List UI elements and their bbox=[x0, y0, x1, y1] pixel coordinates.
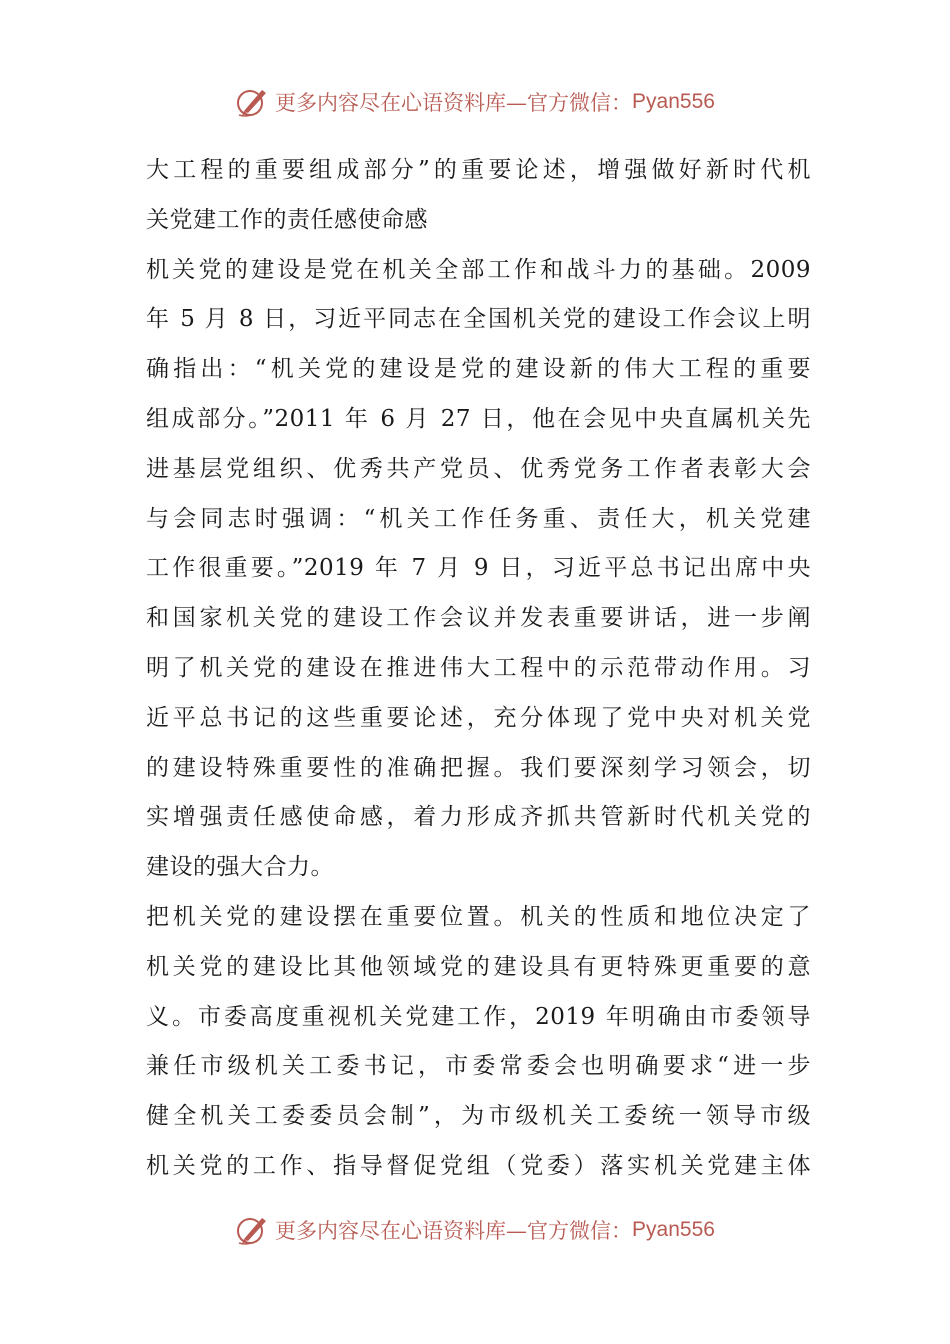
body-line: 明了机关党的建设在推进伟大工程中的示范带动作用。习 bbox=[146, 654, 811, 681]
quill-logo-icon bbox=[235, 84, 271, 120]
body-line: 建设的强大合力。 bbox=[146, 854, 334, 881]
header-banner-wechat: Pyan556 bbox=[632, 90, 715, 113]
document-body bbox=[146, 146, 811, 1192]
body-line: 年 5 月 8 日，习近平同志在全国机关党的建设工作会议上明 bbox=[146, 306, 811, 333]
body-line: 大工程的重要组成部分”的重要论述，增强做好新时代机 bbox=[146, 157, 811, 183]
body-line: 组成部分。”2011 年 6 月 27 日，他在会见中央直属机关先 bbox=[146, 405, 811, 432]
body-line: 兼任市级机关工委书记，市委常委会也明确要求“进一步 bbox=[146, 1053, 811, 1080]
body-line: 近平总书记的这些重要论述，充分体现了党中央对机关党 bbox=[146, 704, 811, 731]
body-line: 机关党的工作、指导督促党组（党委）落实机关党建主体 bbox=[146, 1152, 811, 1179]
body-line: 健全机关工委委员会制”，为市级机关工委统一领导市级 bbox=[146, 1103, 811, 1130]
header-banner-text: 更多内容尽在心语资料库—官方微信： bbox=[275, 91, 633, 115]
body-line: 与会同志时强调：“机关工作任务重、责任大，机关党建 bbox=[146, 505, 811, 532]
quill-logo-icon bbox=[235, 1212, 271, 1248]
footer-banner bbox=[0, 1210, 950, 1250]
body-line: 和国家机关党的建设工作会议并发表重要讲话，进一步阐 bbox=[146, 605, 811, 632]
body-line: 义。市委高度重视机关党建工作，2019 年明确由市委领导 bbox=[146, 1003, 811, 1030]
body-line: 机关党的建设是党在机关全部工作和战斗力的基础。2009 bbox=[146, 256, 811, 283]
footer-banner-wechat: Pyan556 bbox=[632, 1218, 715, 1241]
body-line: 的建设特殊重要性的准确把握。我们要深刻学习领会，切 bbox=[146, 754, 811, 781]
header-banner bbox=[0, 82, 950, 122]
body-line: 把机关党的建设摆在重要位置。机关的性质和地位决定了 bbox=[146, 903, 811, 930]
body-line: 确指出：“机关党的建设是党的建设新的伟大工程的重要 bbox=[146, 356, 811, 383]
body-line: 机关党的建设比其他领域党的建设具有更特殊更重要的意 bbox=[146, 953, 811, 980]
body-line: 实增强责任感使命感，着力形成齐抓共管新时代机关党的 bbox=[146, 804, 811, 831]
body-line: 工作很重要。”2019 年 7 月 9 日，习近平总书记出席中央 bbox=[146, 555, 811, 582]
body-line: 关党建工作的责任感使命感 bbox=[146, 206, 428, 233]
footer-banner-text: 更多内容尽在心语资料库—官方微信： bbox=[275, 1219, 633, 1243]
body-line: 进基层党组织、优秀共产党员、优秀党务工作者表彰大会 bbox=[146, 455, 811, 482]
